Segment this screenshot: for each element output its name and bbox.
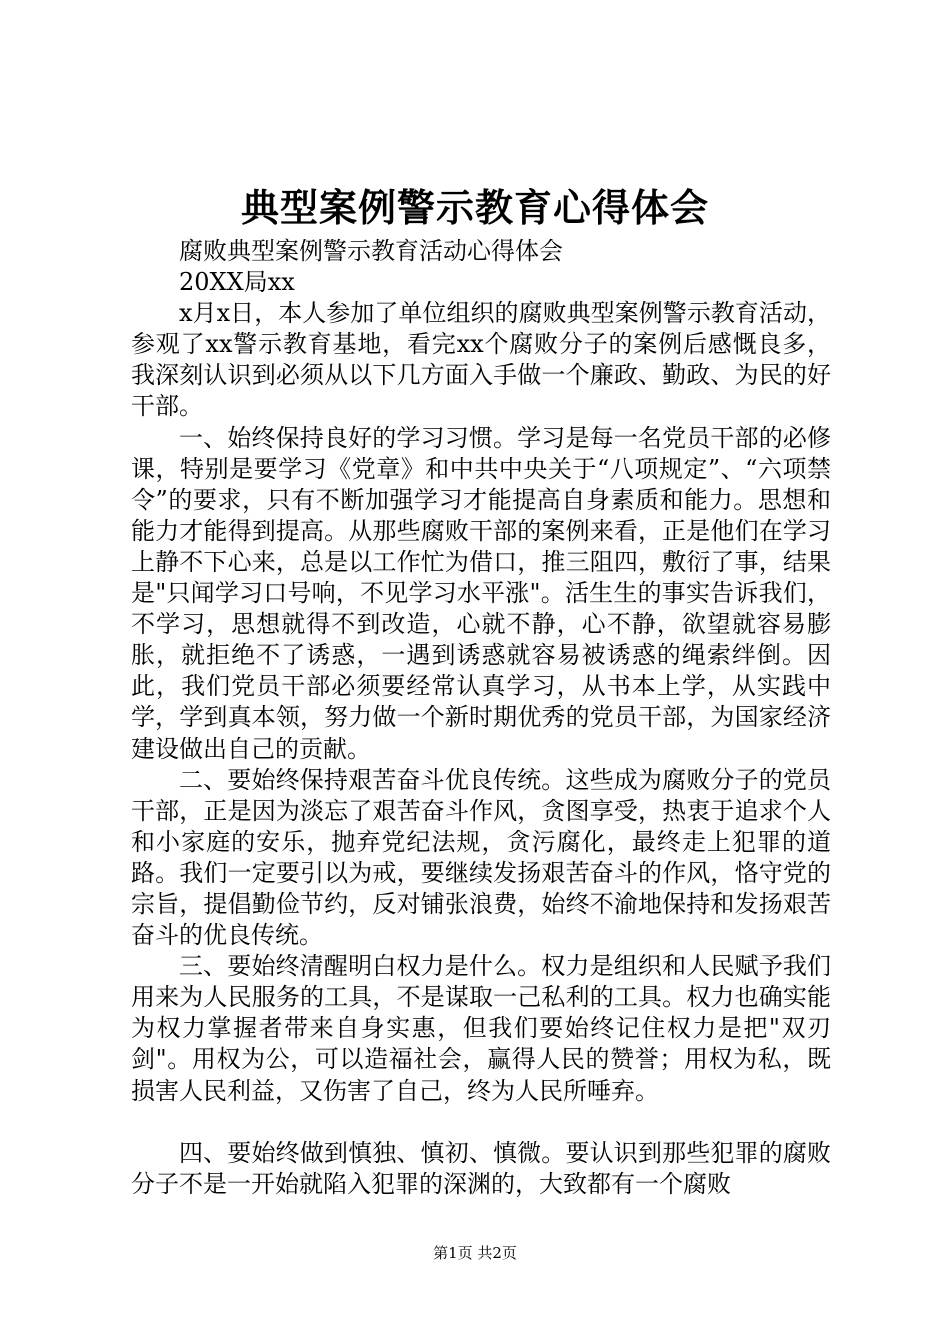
subtitle-line: 腐败典型案例警示教育活动心得体会 xyxy=(179,237,563,265)
paragraph-section-2: 二、要始终保持艰苦奋斗优良传统。这些成为腐败分子的党员干部，正是因为淡忘了艰苦奋斗作风，贪图享受，热衷于追求个人和小家庭的安乐，抛弃党纪法规，贪污腐化，最终走上犯罪的道路。我们一定要引以为戒，要继续发扬艰苦奋斗的作风，恪守党的宗旨，提倡勤俭节约，反对铺张浪费，始终不渝地保持和发扬艰苦奋斗的优良传统。 xyxy=(131,765,831,950)
document-body xyxy=(131,236,831,1200)
paragraph-section-4: 四、要始终做到慎独、慎初、慎微。要认识到那些犯罪的腐败分子不是一开始就陷入犯罪的深渊的，大致都有一个腐败 xyxy=(131,1138,831,1198)
paragraph-intro: x月x日，本人参加了单位组织的腐败典型案例警示教育活动，参观了xx警示教育基地，看完xx个腐败分子的案例后感慨良多，我深刻认识到必须从以下几方面入手做一个廉政、勤政、为民的好干部。 xyxy=(131,299,831,421)
page-number-footer: 第1页 共2页 xyxy=(433,1244,517,1262)
paragraph-section-3: 三、要始终清醒明白权力是什么。权力是组织和人民赋予我们用来为人民服务的工具，不是谋取一己私利的工具。权力也确实能为权力掌握者带来自身实惠，但我们要始终记住权力是把"双刃剑"。用权为公，可以造福社会，赢得人民的赞誉；用权为私，既损害人民利益，又伤害了自己，终为人民所唾弃。 xyxy=(131,952,831,1105)
document-title: 典型案例警示教育心得体会 xyxy=(240,185,709,230)
paragraph-section-1: 一、始终保持良好的学习习惯。学习是每一名党员干部的必修课，特别是要学习《党章》和中共中央关于“八项规定”、“六项禁令”的要求，只有不断加强学习才能提高自身素质和能力。思想和能力才能得到提高。从那些腐败干部的案例来看，正是他们在学习上静不下心来，总是以工作忙为借口，推三阻四，敷衍了事，结果是"只闻学习口号响，不见学习水平涨"。活生生的事实告诉我们，不学习，思想就得不到改造，心就不静，心不静，欲望就容易膨胀，就拒绝不了诱惑，一遇到诱惑就容易被诱惑的绳索绊倒。因此，我们党员干部必须要经常认真学习，从书本上学，从实践中学，学到真本领，努力做一个新时期优秀的党员干部，为国家经济建设做出自己的贡献。 xyxy=(131,423,831,763)
author-line: 20XX局xx xyxy=(179,268,295,297)
